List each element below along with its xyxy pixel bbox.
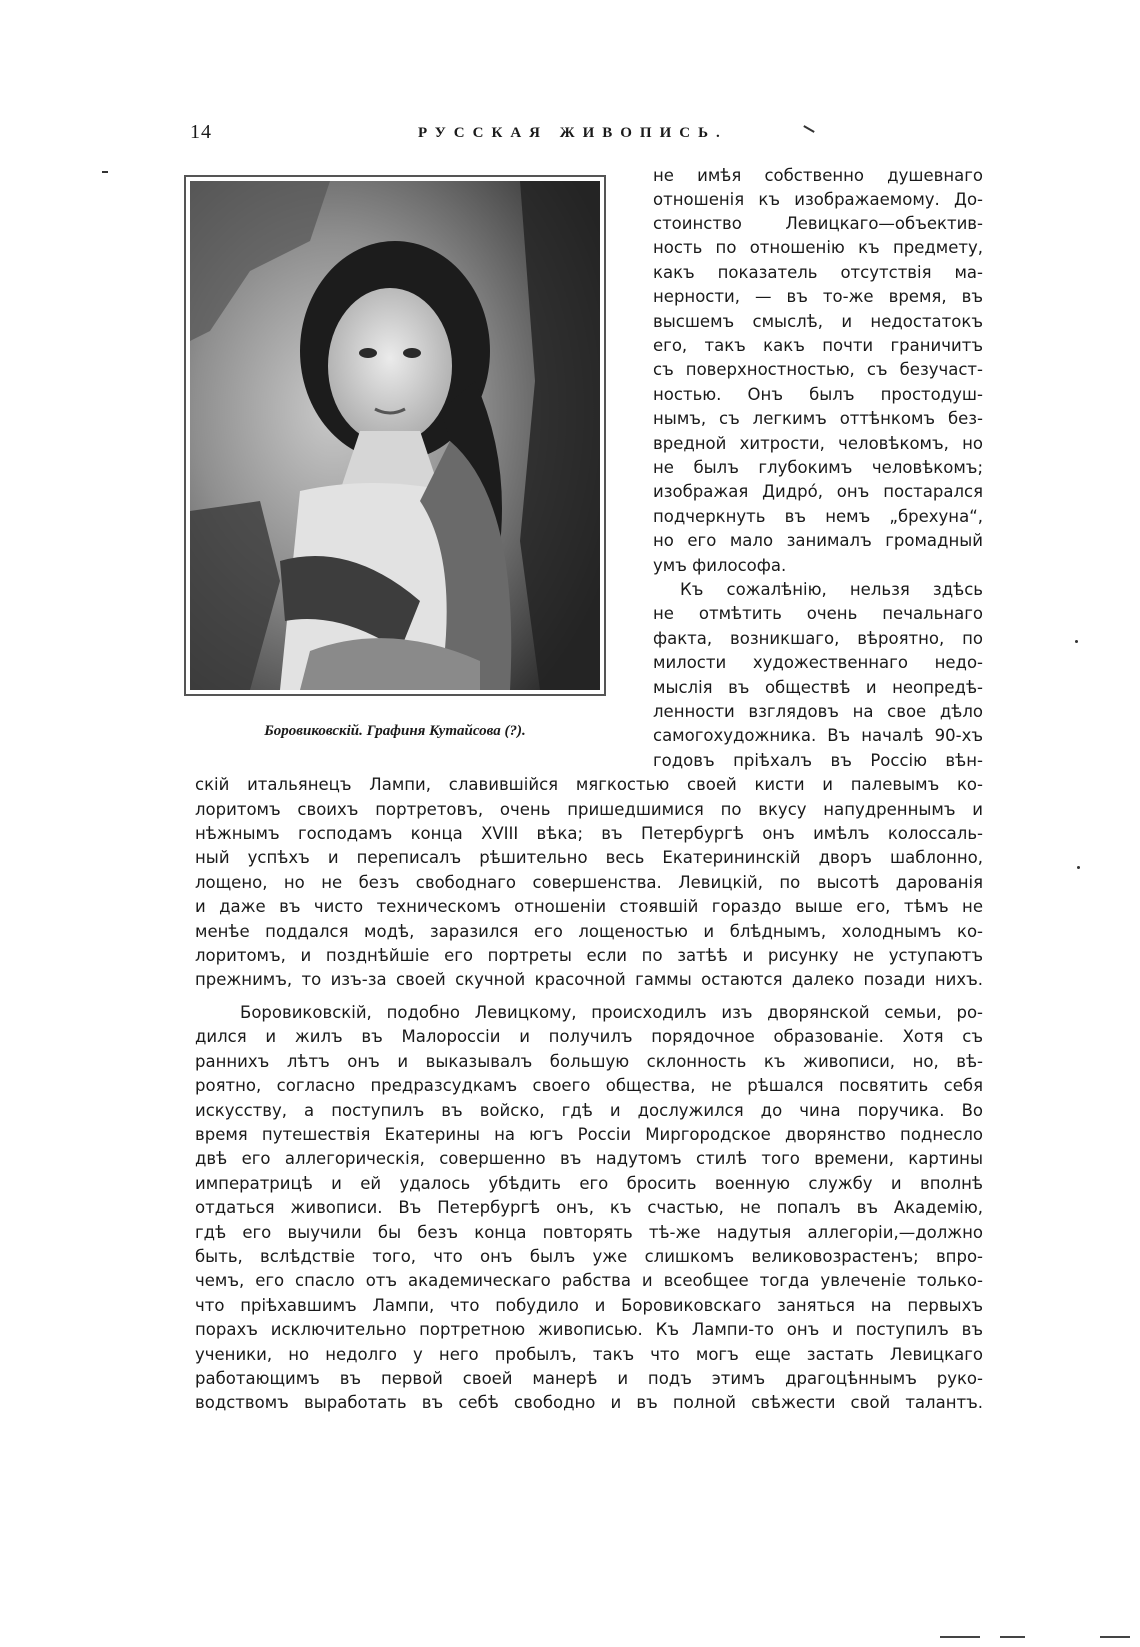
column-line: какъ показатель отсутствія ма- xyxy=(653,263,983,282)
body-line: ученики, но недолго у него пробылъ, такъ что могъ еще застать Левицкаго xyxy=(195,1345,983,1364)
body-line: гдѣ его выучили бы безъ конца повторять тѣ-же надутыя аллегоріи,—должно xyxy=(195,1223,983,1242)
column-line: не отмѣтить очень печальнаго xyxy=(653,604,983,623)
column-line: ность по отношенію къ предмету, xyxy=(653,238,983,257)
column-line: умъ философа. xyxy=(653,556,787,575)
column-line: не имѣя собственно душевнаго xyxy=(653,166,983,185)
body-line: двѣ его аллегорическія, совершенно въ надутомъ стилѣ того времени, картины xyxy=(195,1149,983,1168)
column-line: вредной хитрости, человѣкомъ, но xyxy=(653,434,983,453)
body-line: раннихъ лѣтъ онъ и выказывалъ большую склонность къ живописи, но, вѣ- xyxy=(195,1052,983,1071)
body-line: порахъ исключительно портретною живописью. Къ Лампи-то онъ и поступилъ въ xyxy=(195,1320,983,1339)
body-line: императрицѣ и ей удалось убѣдить его бросить военную службу и вполнѣ xyxy=(195,1174,983,1193)
column-line: Къ сожалѣнію, нельзя здѣсь xyxy=(680,580,983,599)
body-line: лоритомъ, и позднѣйшіе его портреты если по затѣѣ и рисунку не уступаютъ xyxy=(195,946,983,965)
scan-edge-mark xyxy=(1100,1636,1130,1638)
portrait-painting-icon xyxy=(190,181,600,690)
column-line: высшемъ смыслѣ, и недостатокъ xyxy=(653,312,983,331)
column-line: ностью. Онъ былъ простодуш- xyxy=(653,385,983,404)
column-line: ленности взглядовъ на свое дѣло xyxy=(653,702,983,721)
column-line: не былъ глубокимъ человѣкомъ; xyxy=(653,458,983,477)
print-speck xyxy=(1075,640,1078,643)
body-line: лощено, но не безъ свободнаго совершенства. Левицкій, по высотѣ дарованія xyxy=(195,873,983,892)
body-line: менѣе поддался модѣ, заразился его лощеностью и блѣднымъ, холоднымъ ко- xyxy=(195,922,983,941)
print-speck xyxy=(803,125,814,133)
body-line: искусству, а поступилъ въ войско, гдѣ и дослужился до чина поручика. Во xyxy=(195,1101,983,1120)
column-line: мыслія въ обществѣ и неопредѣ- xyxy=(653,678,983,697)
body-line: дился и жилъ въ Малороссіи и получилъ порядочное образованіе. Хотя съ xyxy=(195,1027,983,1046)
body-line: ный успѣхъ и переписалъ рѣшительно весь Екатерининскій дворъ шаблонно, xyxy=(195,848,983,867)
body-line: время путешествія Екатерины на югъ Россіи Миргородское дворянство поднесло xyxy=(195,1125,983,1144)
body-line: водствомъ выработать въ себѣ свободно и въ полной свѣжести свой талантъ. xyxy=(195,1393,983,1412)
figure-caption: Боровиковскій. Графиня Кутайсова (?). xyxy=(264,723,526,739)
body-line: прежнимъ, то изъ-за своей скучной красочной гаммы остаются далеко позади нихъ. xyxy=(195,970,983,989)
column-line: стоинство Левицкаго—объектив- xyxy=(653,214,983,233)
column-line: съ поверхностностью, съ безучаст- xyxy=(653,360,983,379)
body-line: лоритомъ своихъ портретовъ, очень пришедшимися по вкусу напудреннымъ и xyxy=(195,800,983,819)
body-line: и даже въ чисто техническомъ отношеніи стоявшій гораздо выше его, тѣмъ не xyxy=(195,897,983,916)
body-line: быть, вслѣдствіе того, что онъ былъ уже слишкомъ великовозрастенъ; впро- xyxy=(195,1247,983,1266)
column-line: факта, возникшаго, вѣроятно, по xyxy=(653,629,983,648)
column-line: отношенія къ изображаемому. До- xyxy=(653,190,983,209)
body-line: отдаться живописи. Въ Петербургѣ онъ, къ счастью, не попалъ въ Академію, xyxy=(195,1198,983,1217)
column-line: но его мало занималъ громадный xyxy=(653,531,983,550)
column-line: самогохудожника. Въ началѣ 90-хъ xyxy=(653,726,983,745)
page-number: 14 xyxy=(190,121,212,143)
body-line: чемъ, его спасло отъ академическаго рабства и всеобщее тогда увлеченіе только- xyxy=(195,1271,983,1290)
column-line: подчеркнуть въ немъ „брехуна“, xyxy=(653,507,983,526)
body-line: что пріѣхавшимъ Лампи, что побудило и Боровиковскаго заняться на первыхъ xyxy=(195,1296,983,1315)
scan-edge-mark xyxy=(940,1636,980,1638)
scan-edge-mark xyxy=(1000,1636,1025,1638)
body-line: Боровиковскій, подобно Левицкому, происходилъ изъ дворянской семьи, ро- xyxy=(240,1003,983,1022)
column-line: нымъ, съ легкимъ оттѣнкомъ без- xyxy=(653,409,983,428)
body-line: роятно, согласно предразсудкамъ своего общества, не рѣшался посвятить себя xyxy=(195,1076,983,1095)
column-line: годовъ пріѣхалъ въ Россію вѣн- xyxy=(653,751,983,770)
column-line: изображая Дидро́, онъ постарался xyxy=(653,482,983,501)
body-line: скій итальянецъ Лампи, славившійся мягкостью своей кисти и палевымъ ко- xyxy=(195,775,983,794)
body-line: нѣжнымъ господамъ конца XVIII вѣка; въ Петербургѣ онъ имѣлъ колоссаль- xyxy=(195,824,983,843)
running-title: РУССКАЯ ЖИВОПИСЬ. xyxy=(418,125,728,141)
portrait-figure xyxy=(184,175,606,696)
column-line: его, такъ какъ почти граничитъ xyxy=(653,336,983,355)
column-line: нерности, — въ то-же время, въ xyxy=(653,287,983,306)
column-line: милости художественнаго недо- xyxy=(653,653,983,672)
print-speck xyxy=(102,171,108,173)
body-line: работающимъ въ первой своей манерѣ и подъ этимъ драгоцѣннымъ руко- xyxy=(195,1369,983,1388)
print-speck xyxy=(1077,866,1080,869)
